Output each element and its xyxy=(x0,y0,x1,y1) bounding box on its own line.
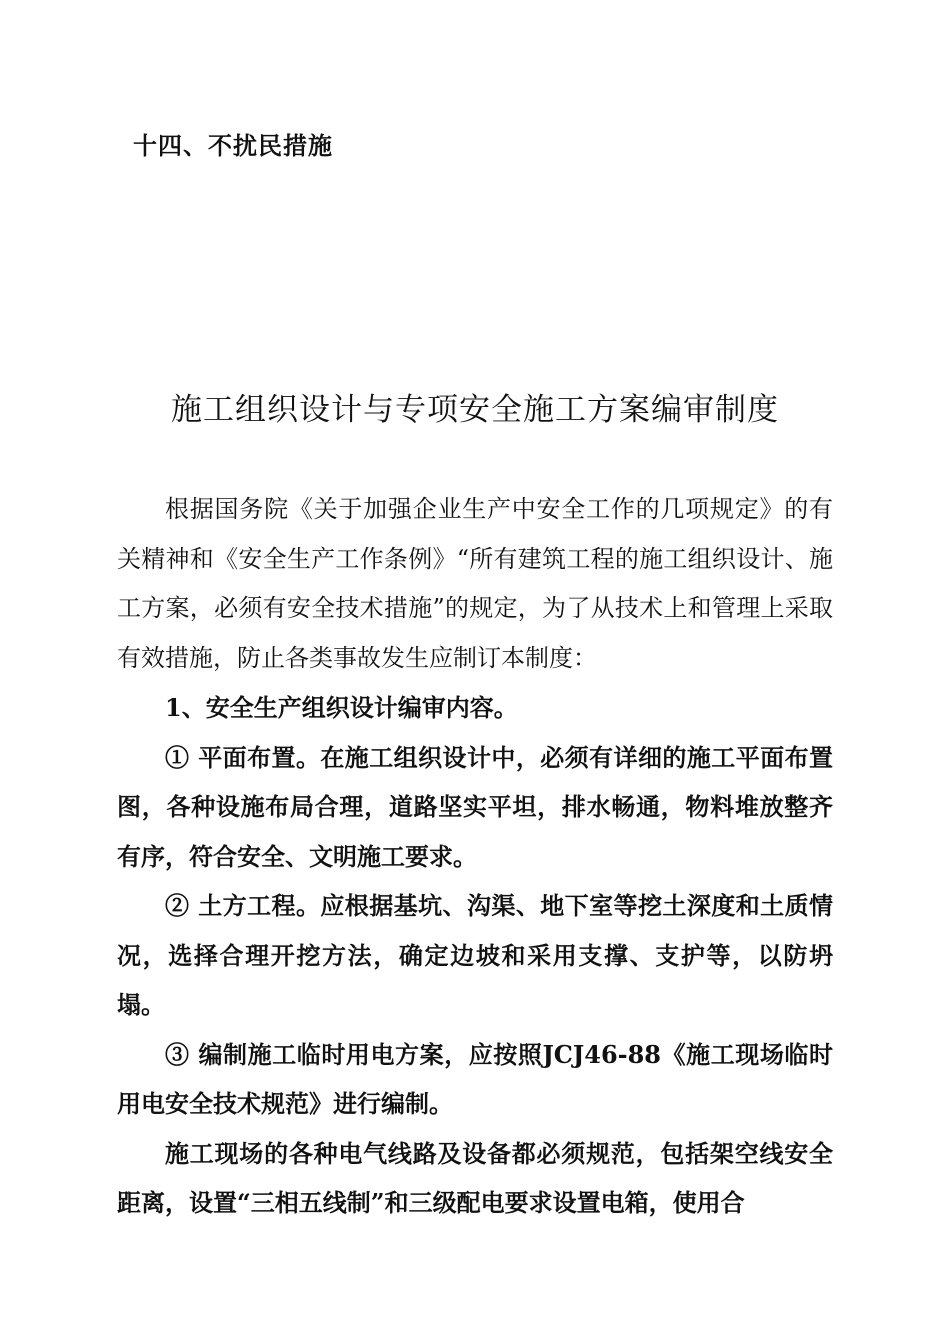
paragraph-item-1-heading: 1、安全生产组织设计编审内容。 xyxy=(165,693,518,722)
paragraph-earthwork: ② 土方工程。应根据基坑、沟渠、地下室等挖土深度和土质情况，选择合理开挖方法，确定边坡和采用支撑、支护等，以防坍塌。 xyxy=(117,891,833,1019)
paragraph-layout: ① 平面布置。在施工组织设计中，必须有详细的施工平面布置图，各种设施布局合理，道路坚实平坦，排水畅通，物料堆放整齐有序，符合安全、文明施工要求。 xyxy=(117,742,833,871)
document-body xyxy=(117,485,833,1228)
paragraph-electrical-lines: 施工现场的各种电气线路及设备都必须规范，包括架空线安全距离，设置“三相五线制”和三级配电要求设置电箱，使用合 xyxy=(117,1138,833,1217)
paragraph-intro: 根据国务院《关于加强企业生产中安全工作的几项规定》的有关精神和《安全生产工作条例》“所有建筑工程的施工组织设计、施工方案，必须有安全技术措施”的规定，为了从技术上和管理上采取有效措施，防止各类事故发生应制订本制度： xyxy=(117,495,833,672)
section-heading: 十四、不扰民措施 xyxy=(133,131,333,160)
paragraph-electrical-plan: ③ 编制施工临时用电方案，应按照JCJ46-88《施工现场临时用电安全技术规范》进行编制。 xyxy=(117,1039,833,1118)
document-title: 施工组织设计与专项安全施工方案编审制度 xyxy=(171,392,779,428)
